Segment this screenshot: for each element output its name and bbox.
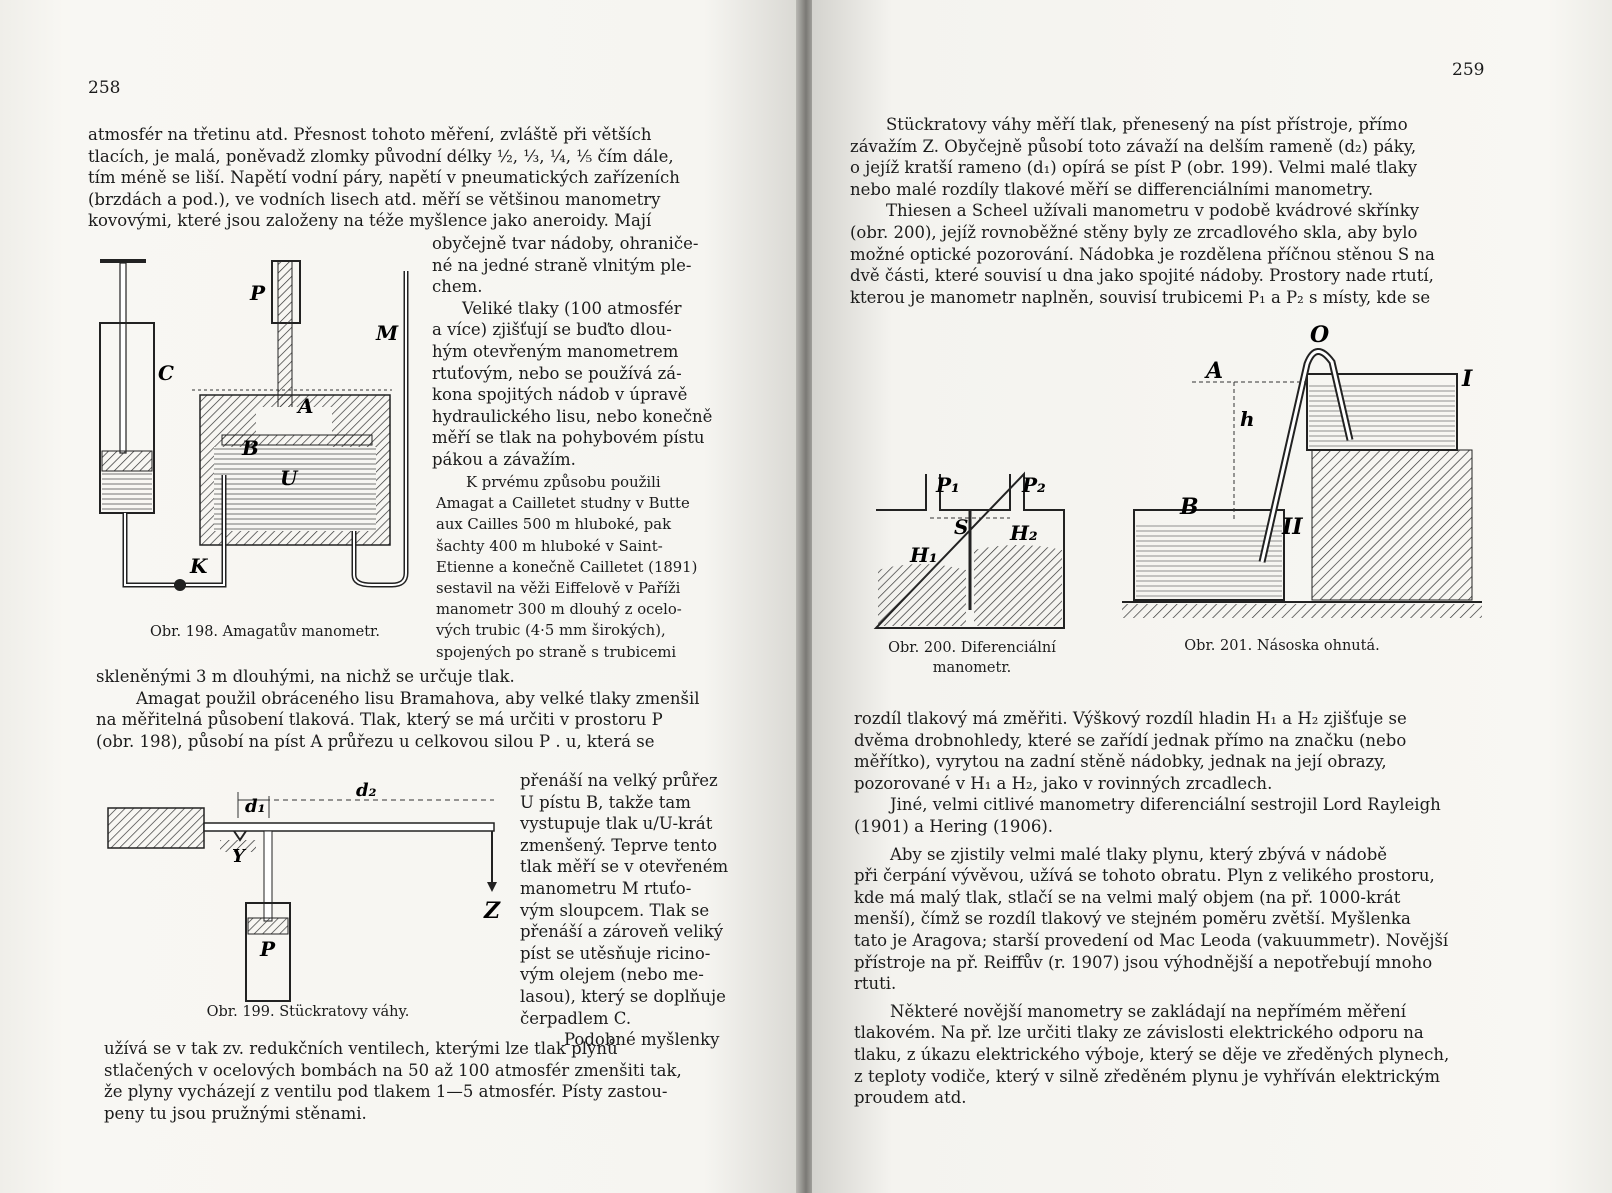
text-line: že plyny vycházejí z ventilu pod tlakem 1—5 atmosfér. Písty zastou-	[104, 1082, 668, 1102]
text-line: užívá se v tak zv. redukčních ventilech, kterými lze tlak plynů	[104, 1039, 618, 1058]
text-line: Amagat a Cailletet studny v Butte	[436, 495, 690, 513]
text-line: a více) zjišťují se buďto dlou-	[432, 320, 672, 340]
fig198-label-c: C	[158, 361, 174, 385]
text-line: né na jedné straně vlnitým ple-	[432, 255, 692, 275]
left-bottom-paragraph	[104, 1038, 734, 1124]
text-line: Podobné myšlenky	[564, 1030, 720, 1050]
fig201-label-b: B	[1180, 494, 1199, 520]
text-line: dvě části, které souvisí u dna jako spojité nádoby. Prostory nade rtutí,	[850, 266, 1434, 286]
text-line: obyčejně tvar nádoby, ohraniče-	[432, 234, 699, 253]
text-line: čerpadlem C.	[520, 1008, 632, 1028]
text-line: Amagat použil obráceného lisu Bramahova, aby velké tlaky zmenšil	[136, 688, 700, 708]
text-line: tlacích, je malá, poněvadž zlomky původní délky ½, ⅓, ¼, ⅕ čím dále,	[88, 146, 674, 166]
left-column-text-2	[436, 472, 732, 663]
fig199-label-z: Z	[484, 898, 501, 924]
fig199-label-d1: d₁	[245, 796, 266, 817]
fig198-label-p: P	[250, 281, 266, 305]
text-line: manometru M rtuťo-	[520, 878, 692, 898]
text-line: vých trubic (4·5 mm širokých),	[436, 622, 666, 640]
fig200-label-h1: H₁	[910, 543, 938, 567]
page-number-right: 259	[1452, 60, 1485, 80]
text-line: měřítko), vyrytou na zadní stěně nádobky, jednak na její obrazy,	[854, 752, 1387, 772]
text-line: při čerpání vývěvou, užívá se tohoto obratu. Plyn z velikého prostoru,	[854, 866, 1435, 886]
text-line: z teploty vodiče, který v silně zředěném plynu je vyhříván elektrickým	[854, 1066, 1440, 1086]
fig198-label-m: M	[376, 321, 399, 345]
text-line: na měřitelná působení tlaková. Tlak, který se má určiti v prostoru P	[96, 710, 663, 730]
text-line: přenáší a zároveň veliký	[520, 922, 724, 942]
text-line: hydraulického lisu, nebo konečně	[432, 406, 713, 426]
fig199-label-y: Y	[232, 846, 245, 867]
fig200-caption-line2: manometr.	[932, 660, 1012, 676]
text-line: tlakovém. Na př. lze určiti tlaky ze závislosti elektrického odporu na	[854, 1023, 1424, 1043]
text-line: kde má malý tlak, stlačí se na velmi malý objem (na př. 1000-krát	[854, 887, 1401, 907]
figure-199-caption: Obr. 199. Stückratovy váhy.	[206, 1004, 410, 1020]
fig198-label-a: A	[298, 394, 314, 418]
text-line: (1901) a Hering (1906).	[854, 816, 1054, 836]
text-line: aux Cailles 500 m hluboké, pak	[436, 516, 672, 534]
text-line: zmenšený. Teprve tento	[520, 835, 718, 855]
text-line: (brzdách a pod.), ve vodních lisech atd. měří se většinou manometry	[88, 189, 661, 209]
fig200-label-p2: P₂	[1022, 473, 1046, 497]
fig201-label-a: A	[1206, 358, 1224, 384]
right-bottom-text	[854, 708, 1480, 1109]
text-line: proudem atd.	[854, 1088, 967, 1108]
text-line: K prvému způsobu použili	[466, 474, 661, 491]
text-line: měří se tlak na pohybovém pístu	[432, 428, 705, 448]
text-line: hým otevřeným manometrem	[432, 341, 679, 361]
text-line: vým olejem (nebo me-	[520, 965, 704, 985]
text-line: o jejíž kratší rameno (d₁) opírá se píst P (obr. 199). Velmi malé tlaky	[850, 158, 1418, 178]
text-line: pozorované v H₁ a H₂, jako v rovinných zrcadlech.	[854, 773, 1273, 793]
text-line: (obr. 198), působí na píst A průřezu u celkovou silou P . u, která se	[96, 731, 655, 751]
text-line: spojených po straně s trubicemi	[436, 643, 677, 661]
left-top-paragraph	[88, 124, 728, 232]
text-line: lasou), který se doplňuje	[520, 986, 726, 1006]
fig201-label-o: O	[1310, 322, 1330, 348]
text-line: kterou je manometr naplněn, souvisí trubicemi P₁ a P₂ s místy, kde se	[850, 287, 1431, 307]
text-line: manometr 300 m dlouhý z ocelo-	[436, 601, 682, 619]
figure-201-caption: Obr. 201. Násoska ohnutá.	[1184, 638, 1380, 654]
text-line: vým sloupcem. Tlak se	[520, 900, 710, 920]
text-line: (obr. 200), jejíž rovnoběžné stěny byly ze zrcadlového skla, aby bylo	[850, 222, 1418, 242]
figure-201-bent-siphon	[1122, 322, 1492, 632]
text-line: Etienne a konečně Cailletet (1891)	[436, 558, 698, 576]
figure-199-stuckrat-balance	[104, 778, 514, 1008]
text-line: U pístu B, takže tam	[520, 792, 691, 812]
figure-200-caption	[862, 638, 1082, 678]
page-number-left: 258	[88, 78, 121, 98]
text-line: Thiesen a Scheel užívali manometru v podobě kvádrové skřínky	[886, 201, 1420, 221]
fig198-label-u: U	[280, 466, 298, 490]
fig200-label-h2: H₂	[1010, 521, 1038, 545]
text-line: Stückratovy váhy měří tlak, přenesený na píst přístroje, přímo	[886, 115, 1408, 134]
text-line: Aby se zjistily velmi malé tlaky plynu, který zbývá v nádobě	[890, 844, 1388, 864]
text-line: šachty 400 m hluboké v Saint-	[436, 537, 663, 555]
text-line: stlačených v ocelových bombách na 50 až 100 atmosfér zmenšiti tak,	[104, 1060, 682, 1080]
text-line: rtuti.	[854, 974, 897, 994]
text-line: kovovými, které jsou založeny na téže myšlence jako aneroidy. Mají	[88, 211, 652, 231]
text-line: nebo malé rozdíly tlakové měří se differenciálními manometry.	[850, 179, 1374, 199]
left-middle-paragraph	[96, 666, 732, 752]
fig201-label-i: I	[1462, 366, 1473, 392]
text-line: Některé novější manometry se zakládají na nepřímém měření	[890, 1001, 1407, 1021]
right-top-paragraph	[850, 114, 1480, 308]
figure-198-caption: Obr. 198. Amagatův manometr.	[150, 624, 380, 640]
fig200-caption-line1: Obr. 200. Diferenciální	[888, 640, 1056, 656]
right-page	[812, 0, 1612, 1193]
text-line: dvěma drobnohledy, které se zařídí jednak přímo na značku (nebo	[854, 730, 1407, 750]
fig199-label-p: P	[260, 937, 276, 961]
text-line: sestavil na věži Eiffelově v Paříži	[436, 580, 681, 598]
text-line: tato je Aragova; starší provedení od Mac Leoda (vakuummetr). Novější	[854, 930, 1449, 950]
left-column-text-3	[520, 770, 732, 1051]
text-line: peny tu jsou pružnými stěnami.	[104, 1103, 367, 1123]
text-line: menší), čímž se rozdíl tlakový ve stejném poměru zvětší. Myšlenka	[854, 909, 1411, 929]
text-line: píst se utěsňuje ricino-	[520, 943, 711, 963]
text-line: možné optické pozorování. Nádobka je rozdělena příčnou stěnou S na	[850, 244, 1435, 264]
text-line: přenáší na velký průřez	[520, 771, 718, 790]
fig199-label-d2: d₂	[356, 780, 377, 801]
text-line: chem.	[432, 277, 483, 297]
fig201-label-h: h	[1240, 407, 1255, 431]
text-line: rozdíl tlakový má změřiti. Výškový rozdíl hladin H₁ a H₂ zjišťuje se	[854, 709, 1407, 728]
figure-200-differential-manometer	[870, 470, 1070, 640]
fig200-label-s: S	[954, 515, 969, 539]
text-line: přístroje na př. Reiffův (r. 1907) jsou výhodnější a nepotřebují mnoho	[854, 952, 1433, 972]
left-column-text-1	[432, 233, 732, 471]
text-line: kona spojitých nádob v úpravě	[432, 385, 688, 405]
fig198-label-k: K	[190, 554, 208, 578]
text-line: skleněnými 3 m dlouhými, na nichž se určuje tlak.	[96, 667, 515, 686]
text-line: Veliké tlaky (100 atmosfér	[462, 298, 682, 318]
text-line: atmosfér na třetinu atd. Přesnost tohoto měření, zvláště při větších	[88, 125, 652, 144]
text-line: rtuťovým, nebo se používá zá-	[432, 363, 682, 383]
text-line: tím méně se liší. Napětí vodní páry, napětí v pneumatických zařízeních	[88, 168, 680, 188]
left-page	[0, 0, 800, 1193]
text-line: Jiné, velmi citlivé manometry diferenciální sestrojil Lord Rayleigh	[890, 795, 1441, 815]
text-line: závažím Z. Obyčejně působí toto závaží na delším rameně (d₂) páky,	[850, 136, 1417, 156]
fig200-label-p1: P₁	[936, 473, 960, 497]
text-line: vystupuje tlak u/U-krát	[520, 814, 713, 834]
fig198-label-b: B	[242, 436, 259, 460]
figure-198-amagat-manometer	[92, 255, 422, 625]
text-line: tlaku, z úkazu elektrického výboje, který se děje ve zředěných plynech,	[854, 1044, 1450, 1064]
text-line: pákou a závažím.	[432, 449, 576, 469]
fig201-label-ii: II	[1282, 514, 1303, 540]
text-line: tlak měří se v otevřeném	[520, 857, 729, 877]
